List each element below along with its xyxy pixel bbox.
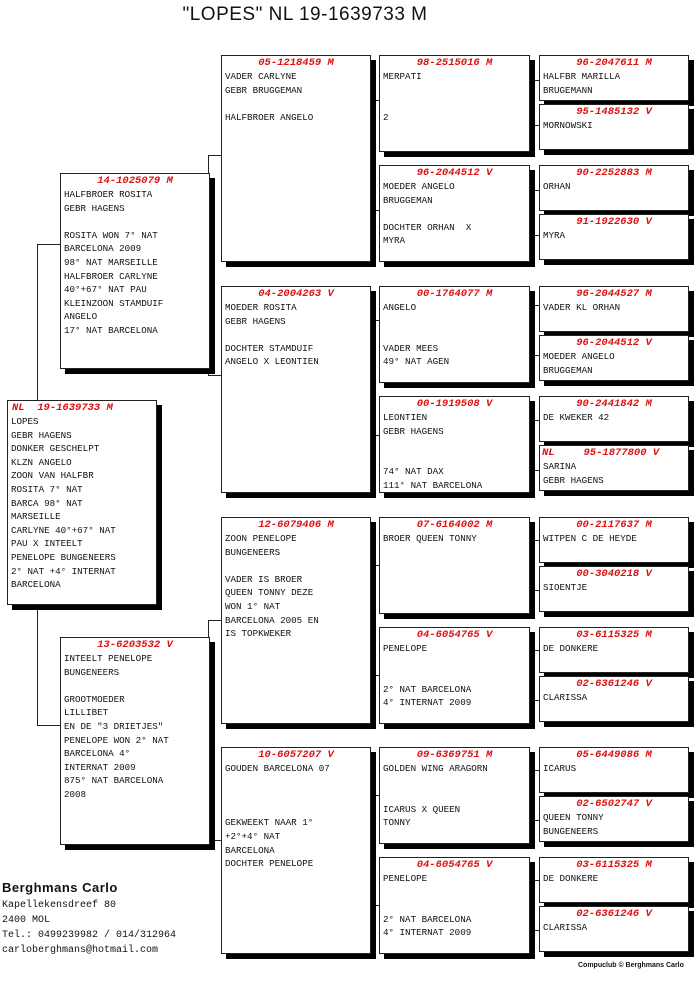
connector-line (530, 420, 539, 421)
pigeon-description: MOEDER ANGELO BRUGGEMAN (543, 351, 615, 376)
great-grandparent-card (379, 517, 530, 614)
ring-number: 95-1877800 V (583, 447, 660, 459)
pigeon-description: PENELOPE 2° NAT BARCELONA 4° INTERNAT 2009 (383, 643, 472, 709)
connector-line (530, 590, 539, 591)
footer-credit: Compuclub © Berghmans Carlo (578, 962, 684, 969)
ring-number: 02-6361246 V (576, 908, 652, 920)
country-prefix: NL (542, 447, 555, 459)
connector-line (371, 210, 379, 211)
ring-number: 12-6079406 M (258, 519, 334, 531)
pigeon-description: QUEEN TONNY BUNGENEERS (543, 812, 604, 837)
grandparent-card (221, 55, 371, 262)
ring-number: 96-2047611 M (576, 57, 652, 69)
great-grandparent-card (379, 286, 530, 383)
ring-header (540, 446, 688, 460)
pigeon-description: WITPEN C DE HEYDE (543, 533, 637, 544)
dam-card (60, 637, 210, 845)
subject-ring-header (8, 401, 156, 415)
ring-number: 96-2044512 V (576, 337, 652, 349)
ancestor-card (539, 104, 689, 150)
connector-line (530, 125, 539, 126)
ring-number: 05-6449086 M (576, 749, 652, 761)
pigeon-description: CLARISSA (543, 692, 588, 703)
ring-number: 04-6054765 V (416, 629, 493, 641)
connector-line (530, 880, 539, 881)
owner-email: carloberghmans@hotmail.com (2, 945, 159, 956)
ring-number: 98-2515016 M (416, 57, 493, 69)
sire-card (60, 173, 210, 369)
pigeon-description: SIOENTJE (543, 582, 588, 593)
pigeon-description: SARINA GEBR HAGENS (543, 461, 604, 486)
connector-line (530, 305, 539, 306)
pigeon-description: LEONTIEN GEBR HAGENS 74° NAT DAX 111° NAT BARCELONA (383, 412, 483, 491)
grandparent-card (221, 517, 371, 724)
pigeon-description: PENELOPE 2° NAT BARCELONA 4° INTERNAT 2009 (383, 873, 472, 939)
ring-number: 90-2441842 M (576, 398, 652, 410)
pigeon-description: MOEDER ROSITA GEBR HAGENS DOCHTER STAMDUIF ANGELO X LEONTIEN (225, 302, 319, 368)
connector-line (530, 355, 539, 356)
ring-number: 02-6361246 V (576, 678, 652, 690)
connector-line (530, 235, 539, 236)
ring-number: 96-2044527 M (576, 288, 652, 300)
ring-number: 14-1025079 M (97, 175, 173, 187)
pigeon-description: HALFBR MARILLA BRUGEMANN (543, 71, 621, 96)
connector-line (530, 540, 539, 541)
pigeon-description: CLARISSA (543, 922, 588, 933)
ancestor-card (539, 165, 689, 211)
owner-name: Berghmans Carlo (2, 880, 118, 895)
ring-number: 03-6115325 M (576, 629, 652, 641)
connector-line (208, 155, 221, 156)
grandparent-card (221, 286, 371, 493)
ancestor-card (539, 286, 689, 332)
ancestor-card (539, 214, 689, 260)
country-prefix: NL (12, 402, 25, 414)
connector-line (371, 675, 379, 676)
ring-number: 10-6057207 V (258, 749, 334, 761)
ancestor-card (539, 796, 689, 842)
dam-description: INTEELT PENELOPE BUNGENEERS GROOTMOEDER LILLIBET EN DE "3 DRIETJES" PENELOPE WON 2° NAT BARCELONA 4° INTERNAT 2009 875° NAT BARCELONA 2008 (64, 653, 169, 800)
pigeon-description: VADER KL ORHAN (543, 302, 621, 313)
connector-line (371, 905, 379, 906)
ancestor-card (539, 566, 689, 612)
great-grandparent-card (379, 857, 530, 954)
ancestor-card (539, 335, 689, 381)
pigeon-description: ANGELO VADER MEES 49° NAT AGEN (383, 302, 450, 368)
ring-number: 19-1639733 M (37, 402, 113, 414)
connector-line (208, 375, 221, 376)
ring-number: 07-6164002 M (416, 519, 493, 531)
ancestor-card (539, 627, 689, 673)
ring-number: 90-2252883 M (576, 167, 652, 179)
pigeon-description: MYRA (543, 230, 566, 241)
pigeon-description: GOUDEN BARCELONA 07 GEKWEEKT NAAR 1° +2°+4° NAT BARCELONA DOCHTER PENELOPE (225, 763, 330, 870)
connector-line (530, 190, 539, 191)
connector-line (530, 700, 539, 701)
connector-line (37, 244, 60, 245)
owner-info (2, 880, 176, 958)
ancestor-card (539, 517, 689, 563)
pigeon-description: GOLDEN WING ARAGORN ICARUS X QUEEN TONNY (383, 763, 488, 829)
connector-line (530, 80, 539, 81)
connector-line (371, 565, 379, 566)
sire-description: HALFBROER ROSITA GEBR HAGENS ROSITA WON 7° NAT BARCELONA 2009 98° NAT MARSEILLE HALFBROER CARLYNE 40°+67° NAT PAU KLEINZOON STAMDUIF ANGELO 17° NAT BARCELONA (64, 189, 164, 336)
great-grandparent-card (379, 165, 530, 262)
ancestor-card (539, 906, 689, 952)
pigeon-description: VADER CARLYNE GEBR BRUGGEMAN HALFBROER ANGELO (225, 71, 314, 123)
connector-line (530, 770, 539, 771)
ancestor-card (539, 747, 689, 793)
pigeon-description: MOEDER ANGELO BRUGGEMAN DOCHTER ORHAN X MYRA (383, 181, 472, 247)
ring-number: 95-1485132 V (576, 106, 652, 118)
connector-line (530, 470, 539, 471)
connector-line (530, 820, 539, 821)
pigeon-description: DE DONKERE (543, 873, 599, 884)
ring-number: 02-6502747 V (576, 798, 652, 810)
ring-number: 00-1764077 M (416, 288, 493, 300)
ring-number: 04-2004263 V (258, 288, 334, 300)
ring-number: 04-6054765 V (416, 859, 493, 871)
connector-line (37, 605, 38, 725)
connector-line (37, 244, 38, 400)
ancestor-card (539, 396, 689, 442)
pigeon-description: ICARUS (543, 763, 577, 774)
ring-number: 00-1919508 V (416, 398, 493, 410)
pigeon-description: DE KWEKER 42 (543, 412, 610, 423)
connector-line (530, 650, 539, 651)
owner-city: 2400 MOL (2, 915, 51, 926)
ancestor-card (539, 676, 689, 722)
page-title: "LOPES" NL 19-1639733 M (182, 4, 428, 25)
connector-line (530, 930, 539, 931)
great-grandparent-card (379, 627, 530, 724)
connector-line (371, 795, 379, 796)
ancestor-card (539, 55, 689, 101)
ancestor-card (539, 857, 689, 903)
connector-line (371, 100, 379, 101)
pigeon-description: BROER QUEEN TONNY (383, 533, 477, 544)
connector-line (371, 320, 379, 321)
ring-number: 00-2117637 M (576, 519, 652, 531)
owner-phone: Tel.: 0499239982 / 014/312964 (2, 930, 177, 941)
ring-number: 96-2044512 V (416, 167, 493, 179)
pigeon-description: DE DONKERE (543, 643, 599, 654)
subject-description: LOPES GEBR HAGENS DONKER GESCHELPT KLZN ANGELO ZOON VAN HALFBR ROSITA 7° NAT BARCA 98° NAT MARSEILLE CARLYNE 40°+67° NAT PAU X INTEELT PENELOPE BUNGENEERS 2° NAT +4° INTERNAT BARCELONA (11, 416, 116, 591)
grandparent-card (221, 747, 371, 954)
subject-pigeon-card (7, 400, 157, 605)
ring-number: 91-1922630 V (576, 216, 652, 228)
owner-address: Kapellekensdreef 80 (2, 900, 117, 911)
connector-line (208, 620, 221, 621)
ring-number: 09-6369751 M (416, 749, 493, 761)
ancestor-card (539, 445, 689, 491)
pigeon-description: MORNOWSKI (543, 120, 593, 131)
ring-number: 03-6115325 M (576, 859, 652, 871)
ring-number: 13-6203532 V (97, 639, 173, 651)
pigeon-description: ORHAN (543, 181, 571, 192)
great-grandparent-card (379, 55, 530, 152)
great-grandparent-card (379, 747, 530, 844)
ring-number: 05-1218459 M (258, 57, 334, 69)
connector-line (37, 725, 60, 726)
connector-line (371, 435, 379, 436)
pigeon-description: MERPATI 2 (383, 71, 422, 123)
ring-number: 00-3040218 V (576, 568, 652, 580)
great-grandparent-card (379, 396, 530, 493)
pigeon-description: ZOON PENELOPE BUNGENEERS VADER IS BROER QUEEN TONNY DEZE WON 1° NAT BARCELONA 2005 EN IS TOPKWEKER (225, 533, 319, 640)
